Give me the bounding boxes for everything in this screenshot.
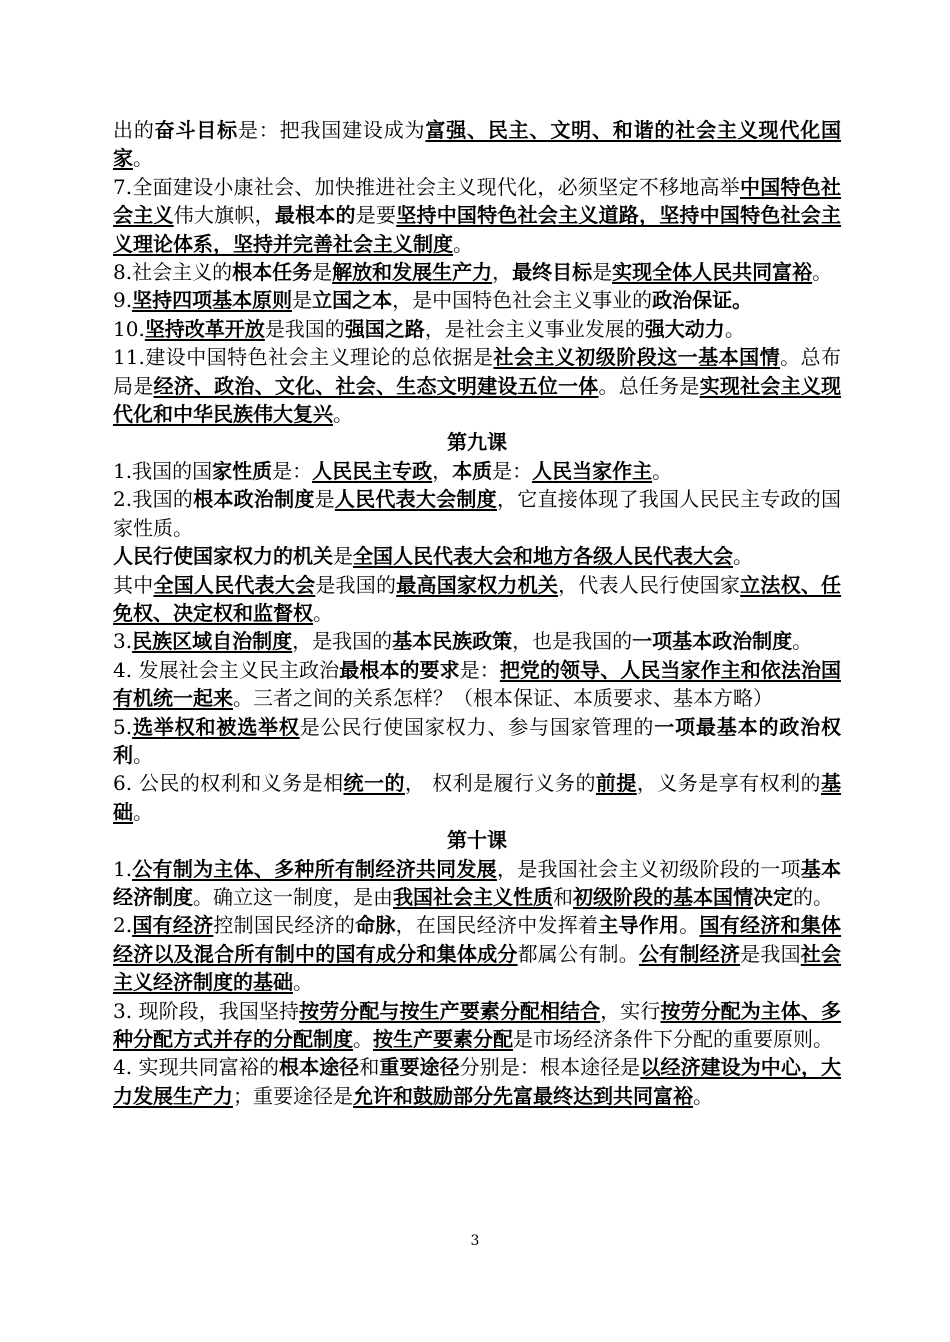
text-run: 。 (792, 629, 813, 654)
text-run: 2. (113, 913, 133, 938)
page-number: 3 (470, 1233, 480, 1249)
text-run: ，是中国特色社会主义事业的 (392, 288, 653, 313)
text-run: 1. (113, 856, 133, 881)
text-run: 。 (133, 742, 153, 767)
text-run: 4. 发展社会主义民主政治 (113, 657, 340, 682)
paragraph (113, 343, 841, 428)
text-run: 是： (272, 458, 313, 483)
key-term: 实现社会主义现代化和中华民族伟大复兴 (113, 373, 842, 427)
key-term: 公有制经济 (638, 941, 741, 966)
text-run: 都属公有制。 (517, 941, 639, 966)
text-run: ， (492, 260, 513, 285)
text-run: 和 (359, 1055, 380, 1080)
key-term: 社会主义初级阶段这一基本国情 (493, 345, 781, 370)
bold-text: 根本途径 (279, 1055, 360, 1080)
key-term: 最高国家权力机关 (396, 572, 559, 597)
key-term: 按劳分配为主体、多种分配方式并存的分配制度 (113, 998, 842, 1051)
text-run: 是 (292, 288, 313, 313)
key-term: 坚持改革开放 (144, 316, 265, 341)
bold-text: 最根本的 (274, 203, 356, 228)
text-run: 的。 (793, 884, 833, 909)
text-run: 是要 (355, 203, 397, 228)
text-run: 11.建设中国特色社会主义理论的总依据是 (113, 345, 494, 370)
paragraph (113, 258, 841, 286)
text-run: 3. 现阶段，我国坚持 (113, 998, 300, 1023)
key-term: 按生产要素分配 (373, 1027, 513, 1051)
text-run: 。 (693, 1083, 713, 1108)
paragraph (113, 457, 841, 485)
paragraph (113, 627, 841, 655)
text-run: 是 (333, 544, 353, 569)
key-term: 把党的领导、人民当家作主和依法治国有机统一起来 (113, 657, 842, 711)
text-run: ，它直接体现了我国人民民主专政的国家性质。 (113, 487, 842, 540)
key-term: 选举权和被选举权 (132, 714, 300, 739)
text-run: 。 (353, 1027, 373, 1051)
bold-text: 主导作用 (598, 913, 680, 938)
text-run: ，是我国的 (292, 629, 393, 654)
paragraph (113, 855, 841, 912)
text-run: 7.全面建设小康社会、加快推进社会主义现代化，必须坚定不移地高举 (113, 174, 740, 199)
paragraph (113, 769, 841, 826)
key-term: 全国人民代表大会和地方各级人民代表大会 (353, 544, 733, 569)
bold-text: 立国之本 (312, 288, 393, 313)
text-run: 。 (652, 458, 673, 483)
text-run: 是我国 (740, 941, 801, 966)
text-run: ；重要途径是 (233, 1083, 353, 1108)
bold-text: 重要途径 (379, 1055, 460, 1080)
text-run: 。确立这一制度，是由 (193, 884, 393, 909)
bold-text: 本质 (452, 458, 493, 483)
key-term: 坚持四项基本原则 (132, 288, 293, 313)
key-term: 允许和鼓励部分先富最终达到共同富裕 (353, 1083, 693, 1108)
text-run: 是：把我国建设成为 (237, 118, 426, 142)
text-run: 是我国的 (315, 572, 397, 597)
key-term: 人民民主专政 (312, 458, 433, 483)
document-body (113, 116, 841, 1110)
bold-text: 基本民族政策 (392, 629, 513, 654)
bold-text: 第九课 (447, 430, 507, 455)
text-run: 8.社会主义的 (113, 260, 233, 285)
text-run: 是市场经济条件下分配的重要原则。 (513, 1027, 833, 1051)
paragraph (113, 485, 841, 542)
paragraph (113, 571, 841, 628)
text-run: 伟大旗帜， (173, 203, 275, 228)
key-term: 初级阶段的基本国情 (573, 884, 753, 909)
bold-text: 决定 (753, 884, 793, 909)
text-run: 。 (733, 544, 753, 569)
bold-text: 命脉 (355, 913, 396, 938)
bold-text: 家性质 (212, 458, 273, 483)
bold-text: 最终目标 (512, 260, 593, 285)
text-run: ，义务是享有权利的 (636, 771, 822, 796)
text-run: 是 (314, 487, 335, 512)
bold-text: 人民行使国家权力的机关 (113, 544, 333, 569)
text-run: 10. (113, 316, 145, 341)
bold-text: 政治保证。 (652, 288, 753, 313)
text-run: 6. 公民的权利和义务是相 (113, 771, 344, 796)
text-run: ，在国民经济中发挥着 (395, 913, 599, 938)
text-run: 5. (113, 714, 133, 739)
key-term: 中国特色社会主义 (113, 174, 842, 228)
section-heading (113, 428, 841, 456)
text-run: 分别是：根本途径是 (459, 1055, 641, 1080)
bold-text: 奋斗目标 (154, 118, 238, 142)
text-run: 控制国民经济的 (213, 913, 356, 938)
text-run: 2.我国的 (113, 487, 194, 512)
text-run: 。 (133, 146, 153, 171)
paragraph (113, 542, 841, 570)
paragraph (113, 713, 841, 770)
key-term: 国有经济和集体经济以及混合所有制中的国有成分和集体成分 (113, 913, 842, 966)
paragraph (113, 656, 841, 713)
key-term: 以经济建设为中心，大力发展生产力 (113, 1055, 842, 1108)
key-term: 国有经济 (132, 913, 214, 938)
bold-text: 第十课 (447, 828, 507, 853)
key-term: 人民当家作主 (532, 458, 653, 483)
text-run: ，是我国社会主义初级阶段的一项 (496, 856, 801, 881)
text-run: 9. (113, 288, 133, 313)
text-run: ，实行 (600, 998, 661, 1023)
key-term: 人民代表大会制度 (334, 487, 497, 512)
paragraph (113, 911, 841, 996)
text-run: 。 (679, 913, 700, 938)
key-term: 社会主义经济制度的基础 (113, 941, 842, 995)
paragraph (113, 116, 841, 173)
bold-text: 基本经济制度 (113, 856, 842, 909)
key-term: 解放和发展生产力 (332, 260, 493, 285)
key-term: 坚持中国特色社会主义道路，坚持中国特色社会主义理论体系，坚持并完善社会主义制度 (113, 203, 842, 256)
key-term: 立法权、任免权、决定权和监督权 (113, 572, 842, 625)
key-term: 公有制为主体、多种所有制经济共同发展 (132, 856, 497, 881)
key-term: 全国人民代表大会 (153, 572, 316, 597)
text-run: ， 权利是履行义务的 (404, 771, 596, 796)
text-run: 其中 (113, 572, 154, 597)
key-term: 前提 (595, 771, 637, 796)
text-run: ，代表人民行使国家 (558, 572, 741, 597)
text-run: ，是社会主义事业发展的 (424, 316, 645, 341)
paragraph (113, 997, 841, 1054)
key-term: 统一的 (343, 771, 405, 796)
bold-text: 一项基本政治制度 (632, 629, 793, 654)
key-term: 民族区域自治制度 (132, 629, 293, 654)
paragraph (113, 1053, 841, 1110)
paragraph (113, 286, 841, 314)
text-run: ， (432, 458, 453, 483)
text-run: 1.我国的国 (113, 458, 213, 483)
key-term: 我国社会主义性质 (393, 884, 553, 909)
bold-text: 根本任务 (232, 260, 313, 285)
text-run: 出的 (113, 118, 155, 142)
bold-text: 强大动力 (644, 316, 725, 341)
text-run: 和 (553, 884, 573, 909)
text-run: 。 (293, 970, 313, 995)
key-term: 富强、民主、文明、和谐的社会主义现代化国家 (113, 118, 842, 171)
text-run: 。 (333, 402, 353, 427)
text-run: 。 (133, 799, 153, 824)
text-run: 是 (312, 260, 333, 285)
text-run: 是 (592, 260, 613, 285)
key-term: 基础 (113, 771, 842, 824)
paragraph (113, 315, 841, 343)
text-run: 是我国的 (264, 316, 345, 341)
text-run: ，也是我国的 (512, 629, 633, 654)
text-run: 。总布局是 (113, 345, 842, 398)
key-term: 实现全体人民共同富裕 (612, 260, 813, 285)
text-run: 。总任务是 (598, 373, 700, 398)
text-run: 是公民行使国家权力、参与国家管理的 (299, 714, 655, 739)
key-term: 按劳分配与按生产要素分配相结合 (299, 998, 601, 1023)
bold-text: 根本政治制度 (193, 487, 315, 512)
text-run: 是： (459, 657, 500, 682)
bold-text: 一项最基本的政治权利 (113, 714, 842, 767)
bold-text: 最根本的要求 (339, 657, 460, 682)
text-run: 。 (724, 316, 745, 341)
bold-text: 强国之路 (344, 316, 425, 341)
paragraph (113, 173, 841, 258)
text-run: 3. (113, 629, 133, 654)
text-run: 。 (812, 260, 833, 285)
key-term: 经济、政治、文化、社会、生态文明建设五位一体 (153, 373, 599, 398)
text-run: 4. 实现共同富裕的 (113, 1055, 280, 1080)
section-heading (113, 826, 841, 854)
text-run: 。三者之间的关系怎样？（根本保证、本质要求、基本方略） (233, 686, 773, 711)
text-run: 。 (453, 231, 473, 256)
text-run: 。 (313, 600, 333, 625)
text-run: 是： (492, 458, 533, 483)
